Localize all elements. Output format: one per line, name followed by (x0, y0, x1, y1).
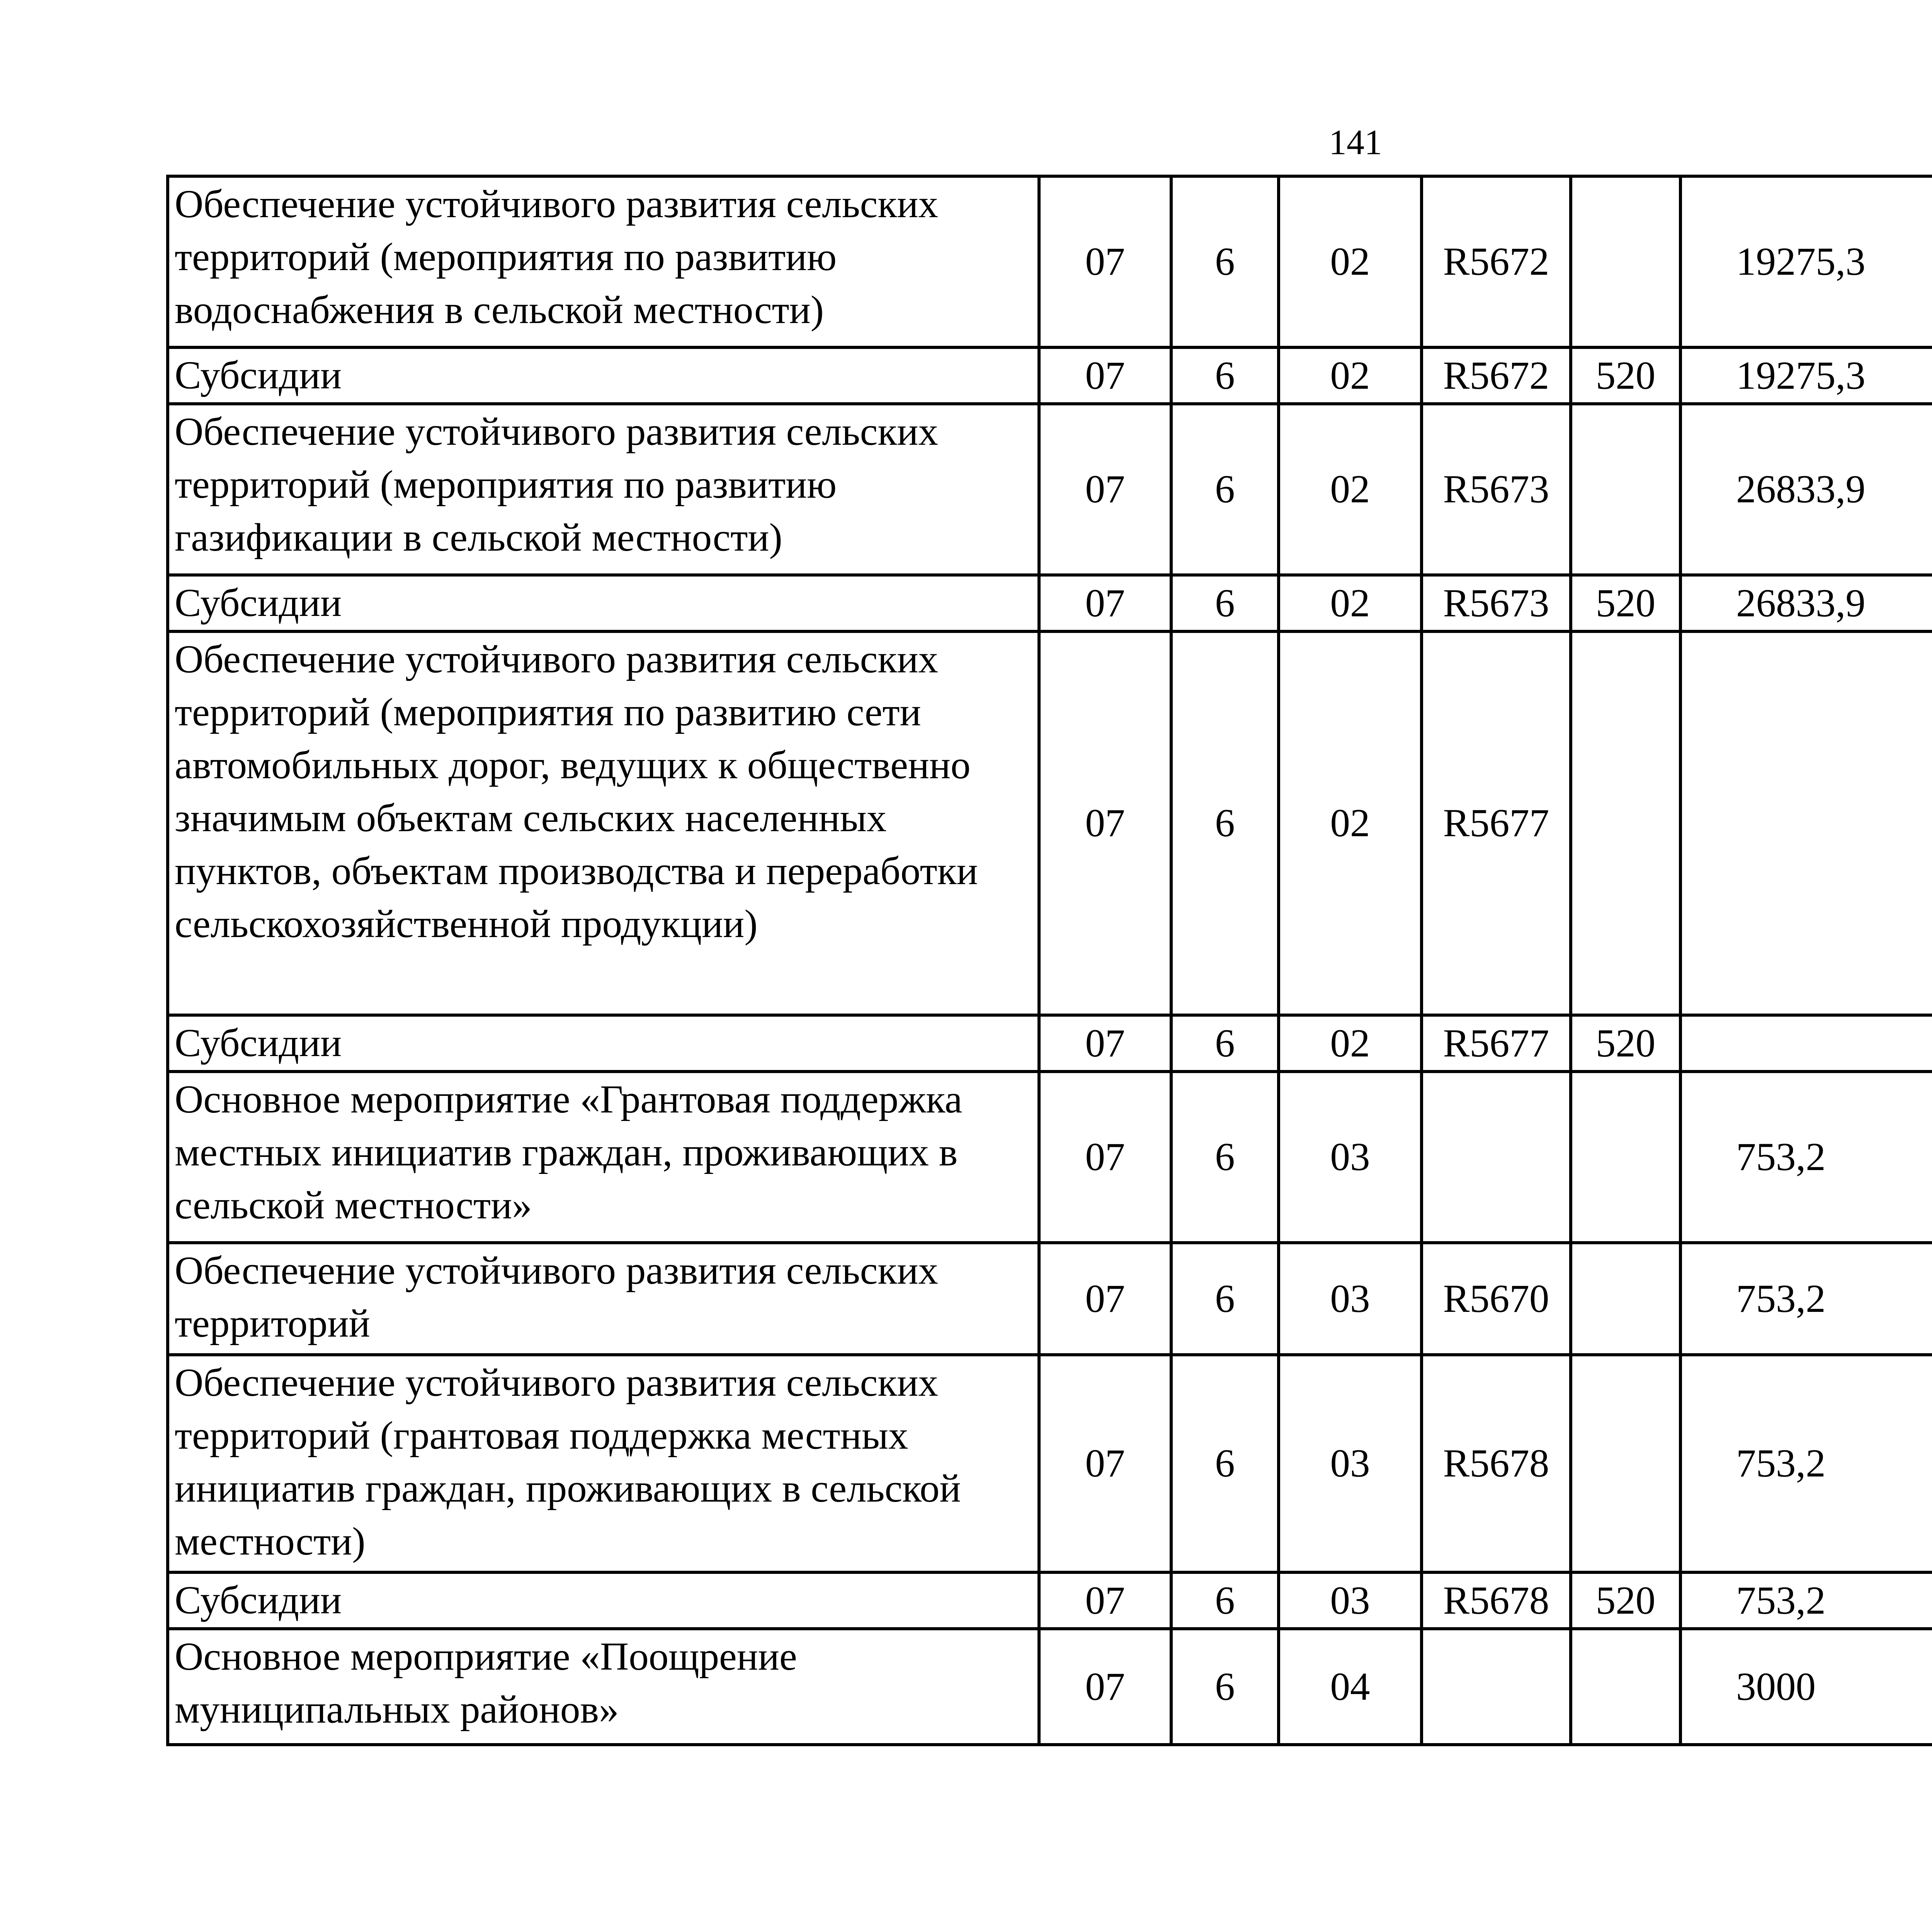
cell-vr (1571, 1243, 1680, 1355)
cell-code: R5670 (1422, 1243, 1571, 1355)
cell-c3: 02 (1279, 347, 1422, 404)
cell-c1: 07 (1039, 404, 1171, 575)
cell-code (1422, 1629, 1571, 1745)
cell-v1: 753,2 (1680, 1072, 1932, 1243)
cell-v1: 753,2 (1680, 1572, 1932, 1629)
row-name: Субсидии (168, 347, 1039, 404)
cell-vr: 520 (1571, 575, 1680, 631)
cell-v1: 3000 (1680, 1629, 1932, 1745)
page-number: 141 (1329, 122, 1382, 162)
cell-c1: 07 (1039, 1629, 1171, 1745)
cell-c2: 6 (1171, 575, 1279, 631)
table-row (168, 1629, 1932, 1745)
row-name: Обеспечение устойчивого развития сельских территорий (грантовая поддержка местных инициатив граждан, проживающих в сельской местности) (168, 1355, 1039, 1572)
cell-c2: 6 (1171, 1355, 1279, 1572)
cell-c3: 02 (1279, 575, 1422, 631)
cell-vr (1571, 1355, 1680, 1572)
row-name: Обеспечение устойчивого развития сельских территорий (мероприятия по развитию водоснабжения в сельской местности) (168, 176, 1039, 347)
cell-v1: 19275,3 (1680, 176, 1932, 347)
cell-v1 (1680, 1015, 1932, 1072)
cell-c3: 02 (1279, 631, 1422, 1015)
cell-c1: 07 (1039, 631, 1171, 1015)
cell-c3: 02 (1279, 1015, 1422, 1072)
cell-c3: 02 (1279, 404, 1422, 575)
cell-c1: 07 (1039, 575, 1171, 631)
table-row (168, 404, 1932, 575)
row-name: Основное мероприятие «Поощрение муниципальных районов» (168, 1629, 1039, 1745)
cell-v1: 26833,9 (1680, 575, 1932, 631)
cell-code: R5678 (1422, 1355, 1571, 1572)
cell-vr (1571, 631, 1680, 1015)
cell-c1: 07 (1039, 1015, 1171, 1072)
cell-code: R5673 (1422, 575, 1571, 631)
cell-c1: 07 (1039, 1572, 1171, 1629)
cell-code: R5678 (1422, 1572, 1571, 1629)
cell-v1: 753,2 (1680, 1243, 1932, 1355)
budget-table (166, 175, 1932, 1746)
cell-code: R5672 (1422, 176, 1571, 347)
table-row (168, 1355, 1932, 1572)
cell-vr: 520 (1571, 1572, 1680, 1629)
cell-c2: 6 (1171, 1572, 1279, 1629)
cell-c2: 6 (1171, 347, 1279, 404)
cell-v1: 19275,3 (1680, 347, 1932, 404)
cell-c2: 6 (1171, 1243, 1279, 1355)
cell-c3: 03 (1279, 1355, 1422, 1572)
cell-c1: 07 (1039, 1355, 1171, 1572)
table-row (168, 176, 1932, 347)
cell-vr (1571, 1072, 1680, 1243)
cell-v1 (1680, 631, 1932, 1015)
table-row (168, 347, 1932, 404)
table-row (168, 1015, 1932, 1072)
cell-c3: 02 (1279, 176, 1422, 347)
cell-v1: 753,2 (1680, 1355, 1932, 1572)
cell-c2: 6 (1171, 1072, 1279, 1243)
row-name: Субсидии (168, 575, 1039, 631)
cell-c2: 6 (1171, 1015, 1279, 1072)
table-row (168, 1572, 1932, 1629)
row-name: Субсидии (168, 1572, 1039, 1629)
row-name: Основное мероприятие «Грантовая поддержка местных инициатив граждан, проживающих в сельской местности» (168, 1072, 1039, 1243)
row-name: Обеспечение устойчивого развития сельских территорий (мероприятия по развитию сети автомобильных дорог, ведущих к общественно значимым объектам сельских населенных пунктов, объектам производства и переработки сельскохозяйственной продукции) (168, 631, 1039, 1015)
cell-v1: 26833,9 (1680, 404, 1932, 575)
cell-vr (1571, 176, 1680, 347)
cell-vr (1571, 1629, 1680, 1745)
cell-c3: 03 (1279, 1072, 1422, 1243)
cell-vr: 520 (1571, 347, 1680, 404)
row-name: Субсидии (168, 1015, 1039, 1072)
table-row (168, 1243, 1932, 1355)
cell-c3: 03 (1279, 1243, 1422, 1355)
cell-code: R5677 (1422, 631, 1571, 1015)
table-row (168, 1072, 1932, 1243)
cell-c1: 07 (1039, 1072, 1171, 1243)
table-row (168, 575, 1932, 631)
cell-c3: 04 (1279, 1629, 1422, 1745)
cell-c1: 07 (1039, 347, 1171, 404)
row-name: Обеспечение устойчивого развития сельских территорий (168, 1243, 1039, 1355)
cell-c2: 6 (1171, 631, 1279, 1015)
cell-code (1422, 1072, 1571, 1243)
table-row (168, 631, 1932, 1015)
cell-c3: 03 (1279, 1572, 1422, 1629)
cell-c2: 6 (1171, 176, 1279, 347)
cell-vr: 520 (1571, 1015, 1680, 1072)
cell-c1: 07 (1039, 1243, 1171, 1355)
cell-c1: 07 (1039, 176, 1171, 347)
row-name: Обеспечение устойчивого развития сельских территорий (мероприятия по развитию газификации в сельской местности) (168, 404, 1039, 575)
cell-c2: 6 (1171, 1629, 1279, 1745)
cell-code: R5677 (1422, 1015, 1571, 1072)
cell-c2: 6 (1171, 404, 1279, 575)
cell-code: R5672 (1422, 347, 1571, 404)
cell-vr (1571, 404, 1680, 575)
cell-code: R5673 (1422, 404, 1571, 575)
